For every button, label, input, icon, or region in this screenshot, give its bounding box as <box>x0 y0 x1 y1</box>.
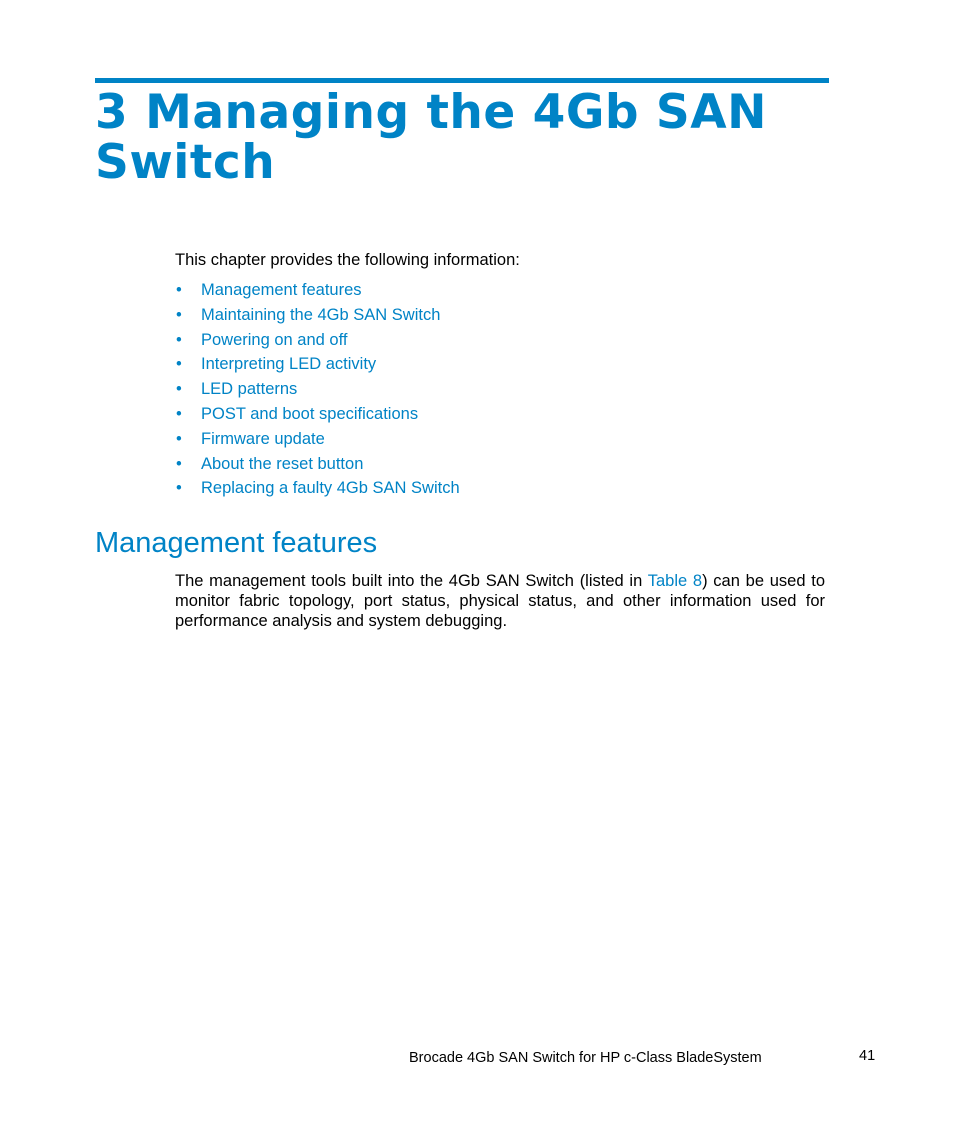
chapter-title: 3 Managing the 4Gb SAN Switch <box>95 85 767 190</box>
list-item <box>175 477 460 502</box>
bullet-icon: • <box>176 305 182 324</box>
list-item <box>175 453 460 478</box>
bullet-icon: • <box>176 281 182 299</box>
footer-title: Brocade 4Gb SAN Switch for HP c-Class BladeSystem <box>409 1050 762 1066</box>
bullet-icon: • <box>176 429 182 448</box>
table-8-link[interactable]: Table 8 <box>647 572 703 590</box>
paragraph-text-start: The management tools built into the 4Gb SAN Switch (listed in <box>175 572 648 590</box>
bullet-icon: • <box>176 454 182 473</box>
chapter-contents-list <box>175 279 460 502</box>
bullet-icon: • <box>176 404 182 423</box>
list-item <box>175 403 460 428</box>
toc-link-interpreting-led[interactable]: Interpreting LED activity <box>201 355 377 374</box>
paragraph-text-end: ) can be used to monitor fabric topology, port status, physical status, and other information used for performance analysis and system debugging. <box>175 572 825 630</box>
bullet-icon: • <box>176 380 182 399</box>
list-item <box>175 304 460 329</box>
toc-link-led-patterns[interactable]: LED patterns <box>201 380 298 399</box>
list-item <box>175 428 460 453</box>
toc-link-management-features[interactable]: Management features <box>201 281 362 299</box>
chapter-top-rule <box>95 78 829 83</box>
toc-link-reset-button[interactable]: About the reset button <box>201 454 364 473</box>
toc-link-maintaining-switch[interactable]: Maintaining the 4Gb SAN Switch <box>201 305 441 324</box>
intro-text: This chapter provides the following information: <box>175 251 520 269</box>
list-item <box>175 378 460 403</box>
bullet-icon: • <box>176 355 182 374</box>
bullet-icon: • <box>176 479 182 498</box>
page-number: 41 <box>859 1048 876 1064</box>
toc-link-post-boot-specs[interactable]: POST and boot specifications <box>201 404 419 423</box>
toc-link-powering-on-off[interactable]: Powering on and off <box>201 330 348 349</box>
list-item <box>175 329 460 354</box>
section-heading: Management features <box>95 527 378 559</box>
bullet-icon: • <box>176 330 182 349</box>
toc-link-replacing-switch[interactable]: Replacing a faulty 4Gb SAN Switch <box>201 479 460 498</box>
list-item <box>175 353 460 378</box>
toc-link-firmware-update[interactable]: Firmware update <box>201 429 325 448</box>
list-item <box>175 279 460 304</box>
section-paragraph <box>175 571 825 631</box>
